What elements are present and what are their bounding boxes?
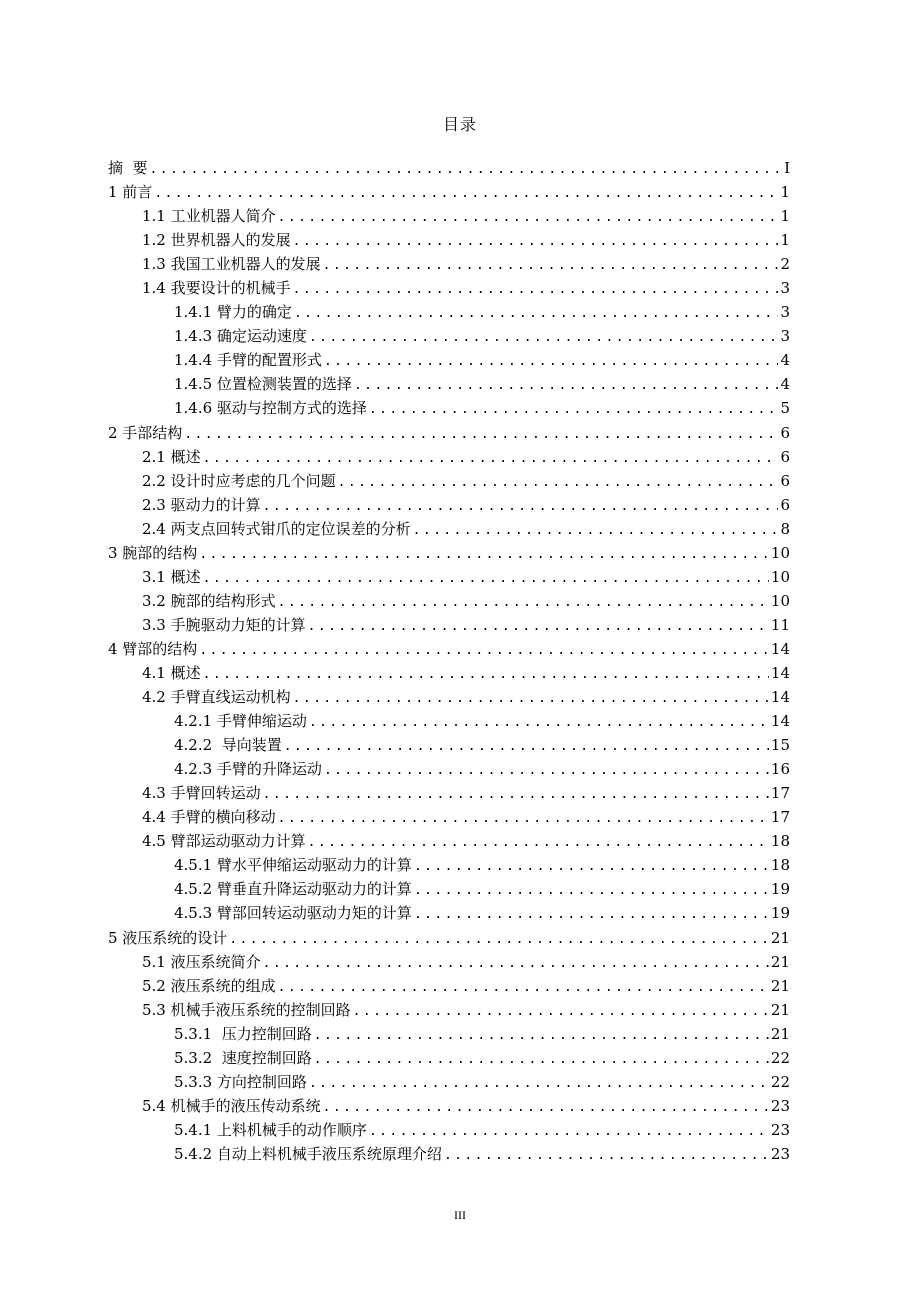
toc-entry-label: 5.4 机械手的液压传动系统: [142, 1096, 321, 1115]
toc-entry-label: 5 液压系统的设计: [108, 928, 228, 947]
toc-entry-page: 18: [770, 856, 790, 875]
dot-leader: [314, 1024, 769, 1046]
toc-entry[interactable]: [108, 1046, 790, 1070]
toc-entry-label: 1.3 我国工业机器人的发展: [142, 255, 321, 274]
toc-entry-page: 6: [780, 447, 790, 466]
toc-entry-page: 21: [770, 1024, 790, 1043]
toc-entry-label: 2 手部结构: [108, 423, 183, 442]
toc-entry[interactable]: [108, 372, 790, 396]
toc-entry-label: 1.1 工业机器人简介: [142, 207, 276, 226]
toc-entry[interactable]: [108, 445, 790, 469]
toc-entry-page: 8: [780, 519, 790, 538]
toc-entry[interactable]: [108, 998, 790, 1022]
toc-entry-label: 2.2 设计时应考虑的几个问题: [142, 471, 336, 490]
dot-leader: [353, 1000, 769, 1022]
toc-entry-label: 4.5 臂部运动驱动力计算: [142, 832, 306, 851]
toc-entry[interactable]: [108, 661, 790, 685]
toc-entry-page: 6: [780, 423, 790, 442]
toc-entry[interactable]: [108, 228, 790, 252]
toc-entry-label: 5.4.2 自动上料机械手液压系统原理介绍: [174, 1144, 442, 1163]
toc-entry[interactable]: [108, 276, 790, 300]
toc-title: 目录: [442, 115, 477, 134]
toc-entry-page: 16: [770, 760, 790, 779]
dot-leader: [309, 1072, 769, 1094]
toc-entry-label: 1 前言: [108, 183, 153, 202]
toc-entry-page: 21: [770, 1000, 790, 1019]
toc-entry-label: 2.3 驱动力的计算: [142, 495, 261, 514]
toc-entry-page: 22: [770, 1072, 790, 1091]
toc-entry-label: 5.3.3 方向控制回路: [174, 1072, 307, 1091]
toc-entry[interactable]: [108, 252, 790, 276]
toc-entry[interactable]: [108, 613, 790, 637]
dot-leader: [184, 423, 778, 445]
dot-leader: [203, 663, 769, 685]
toc-entry-label: 5.2 液压系统的组成: [142, 976, 276, 995]
toc-entry-page: 1: [780, 231, 790, 250]
toc-entry[interactable]: [108, 421, 790, 445]
toc-entry-page: 1: [780, 207, 790, 226]
dot-leader: [444, 1144, 769, 1166]
toc-entry[interactable]: [108, 805, 790, 829]
toc-entry-page: 10: [770, 591, 790, 610]
dot-leader: [203, 447, 779, 469]
toc-entry-label: 3 腕部的结构: [108, 543, 198, 562]
dot-leader: [324, 350, 779, 372]
toc-entry[interactable]: [108, 324, 790, 348]
toc-entry[interactable]: [108, 974, 790, 998]
toc-entry-page: 21: [770, 952, 790, 971]
toc-entry-label: 4.5.2 臂垂直升降运动驱动力的计算: [174, 880, 412, 899]
toc-entry[interactable]: [108, 156, 790, 180]
dot-leader: [203, 567, 769, 589]
toc-entry-label: 4.5.1 臂水平伸缩运动驱动力的计算: [174, 856, 412, 875]
dot-leader: [284, 735, 769, 757]
toc-entry-label: 4.2.1 手臂伸缩运动: [174, 712, 307, 731]
dot-leader: [309, 711, 769, 733]
dot-leader: [308, 831, 769, 853]
dot-leader: [229, 928, 769, 950]
toc-entry[interactable]: [108, 565, 790, 589]
toc-entry[interactable]: [108, 637, 790, 661]
toc-entry-page: 14: [770, 712, 790, 731]
toc-entry-label: 4.2 手臂直线运动机构: [142, 688, 291, 707]
toc-entry[interactable]: [108, 829, 790, 853]
toc-entry-label: 5.1 液压系统简介: [142, 952, 261, 971]
dot-leader: [369, 1120, 769, 1142]
toc-entry-page: 19: [770, 880, 790, 899]
toc-entry-page: 6: [780, 495, 790, 514]
toc-entry-label: 4.1 概述: [142, 663, 201, 682]
dot-leader: [293, 687, 769, 709]
toc-entry[interactable]: [108, 757, 790, 781]
toc-entry-page: 11: [770, 615, 790, 634]
toc-entry[interactable]: [108, 1094, 790, 1118]
dot-leader: [278, 976, 769, 998]
toc-entry-label: 2.4 两支点回转式钳爪的定位误差的分析: [142, 519, 411, 538]
toc-entry-label: 摘 要: [108, 159, 148, 177]
toc-entry-page: 3: [780, 327, 790, 346]
table-of-contents: [108, 156, 790, 1166]
dot-leader: [324, 759, 769, 781]
toc-entry-page: 1: [780, 183, 790, 202]
toc-entry-page: 23: [770, 1096, 790, 1115]
toc-entry-page: 10: [770, 543, 790, 562]
toc-entry-label: 3.1 概述: [142, 567, 201, 586]
dot-leader: [414, 903, 769, 925]
toc-entry[interactable]: [108, 204, 790, 228]
dot-leader: [263, 783, 769, 805]
toc-entry[interactable]: [108, 1022, 790, 1046]
toc-entry-label: 1.4.1 臂力的确定: [174, 303, 292, 322]
dot-leader: [314, 1048, 769, 1070]
toc-entry-label: 4 臂部的结构: [108, 639, 198, 658]
toc-entry[interactable]: [108, 589, 790, 613]
toc-entry-page: 4: [780, 375, 790, 394]
dot-leader: [154, 182, 778, 204]
dot-leader: [413, 519, 779, 541]
page-number: III: [454, 1208, 466, 1222]
dot-leader: [199, 543, 769, 565]
dot-leader: [308, 615, 769, 637]
toc-entry-page: 3: [780, 279, 790, 298]
toc-entry[interactable]: [108, 685, 790, 709]
toc-entry-label: 4.2.3 手臂的升降运动: [174, 760, 322, 779]
toc-entry-label: 3.3 手腕驱动力矩的计算: [142, 615, 306, 634]
dot-leader: [323, 254, 779, 276]
dot-leader: [150, 158, 783, 180]
toc-entry[interactable]: [108, 853, 790, 877]
dot-leader: [294, 302, 779, 324]
toc-entry-label: 1.4.5 位置检测装置的选择: [174, 375, 352, 394]
dot-leader: [323, 1096, 769, 1118]
toc-entry-page: 23: [770, 1120, 790, 1139]
toc-entry-label: 4.2.2 导向装置: [174, 736, 282, 755]
toc-entry[interactable]: [108, 493, 790, 517]
toc-entry[interactable]: [108, 541, 790, 565]
dot-leader: [369, 398, 779, 420]
toc-entry-page: 14: [770, 688, 790, 707]
toc-entry-label: 1.4.6 驱动与控制方式的选择: [174, 399, 367, 418]
dot-leader: [338, 471, 779, 493]
toc-entry[interactable]: [108, 1142, 790, 1166]
toc-entry[interactable]: [108, 1070, 790, 1094]
toc-entry[interactable]: [108, 781, 790, 805]
toc-entry[interactable]: [108, 300, 790, 324]
toc-entry-label: 5.4.1 上料机械手的动作顺序: [174, 1120, 367, 1139]
toc-entry[interactable]: [108, 901, 790, 925]
toc-entry-label: 5.3 机械手液压系统的控制回路: [142, 1000, 351, 1019]
toc-entry-page: 4: [780, 351, 790, 370]
toc-entry-page: 3: [780, 303, 790, 322]
toc-entry-page: 15: [770, 736, 790, 755]
toc-entry-page: 18: [770, 832, 790, 851]
toc-entry-page: 21: [770, 928, 790, 947]
toc-entry[interactable]: [108, 396, 790, 420]
toc-entry-label: 4.4 手臂的横向移动: [142, 808, 276, 827]
toc-entry[interactable]: [108, 180, 790, 204]
toc-entry-page: 5: [780, 399, 790, 418]
toc-entry-label: 3.2 腕部的结构形式: [142, 591, 276, 610]
toc-entry-label: 5.3.2 速度控制回路: [174, 1048, 312, 1067]
dot-leader: [199, 639, 769, 661]
toc-entry-label: 2.1 概述: [142, 447, 201, 466]
toc-entry-page: 2: [780, 255, 790, 274]
dot-leader: [414, 855, 769, 877]
toc-entry-page: 21: [770, 976, 790, 995]
toc-entry[interactable]: [108, 469, 790, 493]
toc-entry-page: 22: [770, 1048, 790, 1067]
toc-entry-label: 4.5.3 臂部回转运动驱动力矩的计算: [174, 904, 412, 923]
toc-entry-page: 17: [770, 784, 790, 803]
toc-entry-label: 1.4.3 确定运动速度: [174, 327, 307, 346]
dot-leader: [293, 230, 779, 252]
dot-leader: [278, 206, 779, 228]
toc-entry-label: 1.4.4 手臂的配置形式: [174, 351, 322, 370]
dot-leader: [263, 495, 779, 517]
dot-leader: [414, 879, 769, 901]
toc-entry[interactable]: [108, 926, 790, 950]
toc-entry-label: 5.3.1 压力控制回路: [174, 1024, 312, 1043]
toc-entry-page: 19: [770, 904, 790, 923]
toc-entry-label: 1.2 世界机器人的发展: [142, 231, 291, 250]
toc-entry-page: 14: [770, 663, 790, 682]
toc-entry[interactable]: [108, 1118, 790, 1142]
dot-leader: [354, 374, 779, 396]
toc-entry[interactable]: [108, 348, 790, 372]
toc-entry-page: 23: [770, 1144, 790, 1163]
toc-entry-page: 6: [780, 471, 790, 490]
toc-entry[interactable]: [108, 517, 790, 541]
toc-entry-label: 1.4 我要设计的机械手: [142, 279, 291, 298]
toc-entry[interactable]: [108, 877, 790, 901]
toc-entry-label: 4.3 手臂回转运动: [142, 784, 261, 803]
toc-entry[interactable]: [108, 950, 790, 974]
toc-entry-page: I: [784, 159, 790, 177]
toc-entry[interactable]: [108, 733, 790, 757]
toc-entry-page: 17: [770, 808, 790, 827]
dot-leader: [293, 278, 779, 300]
dot-leader: [278, 591, 769, 613]
toc-entry-page: 14: [770, 639, 790, 658]
toc-entry[interactable]: [108, 709, 790, 733]
dot-leader: [309, 326, 779, 348]
toc-entry-page: 10: [770, 567, 790, 586]
dot-leader: [263, 952, 769, 974]
dot-leader: [278, 807, 769, 829]
